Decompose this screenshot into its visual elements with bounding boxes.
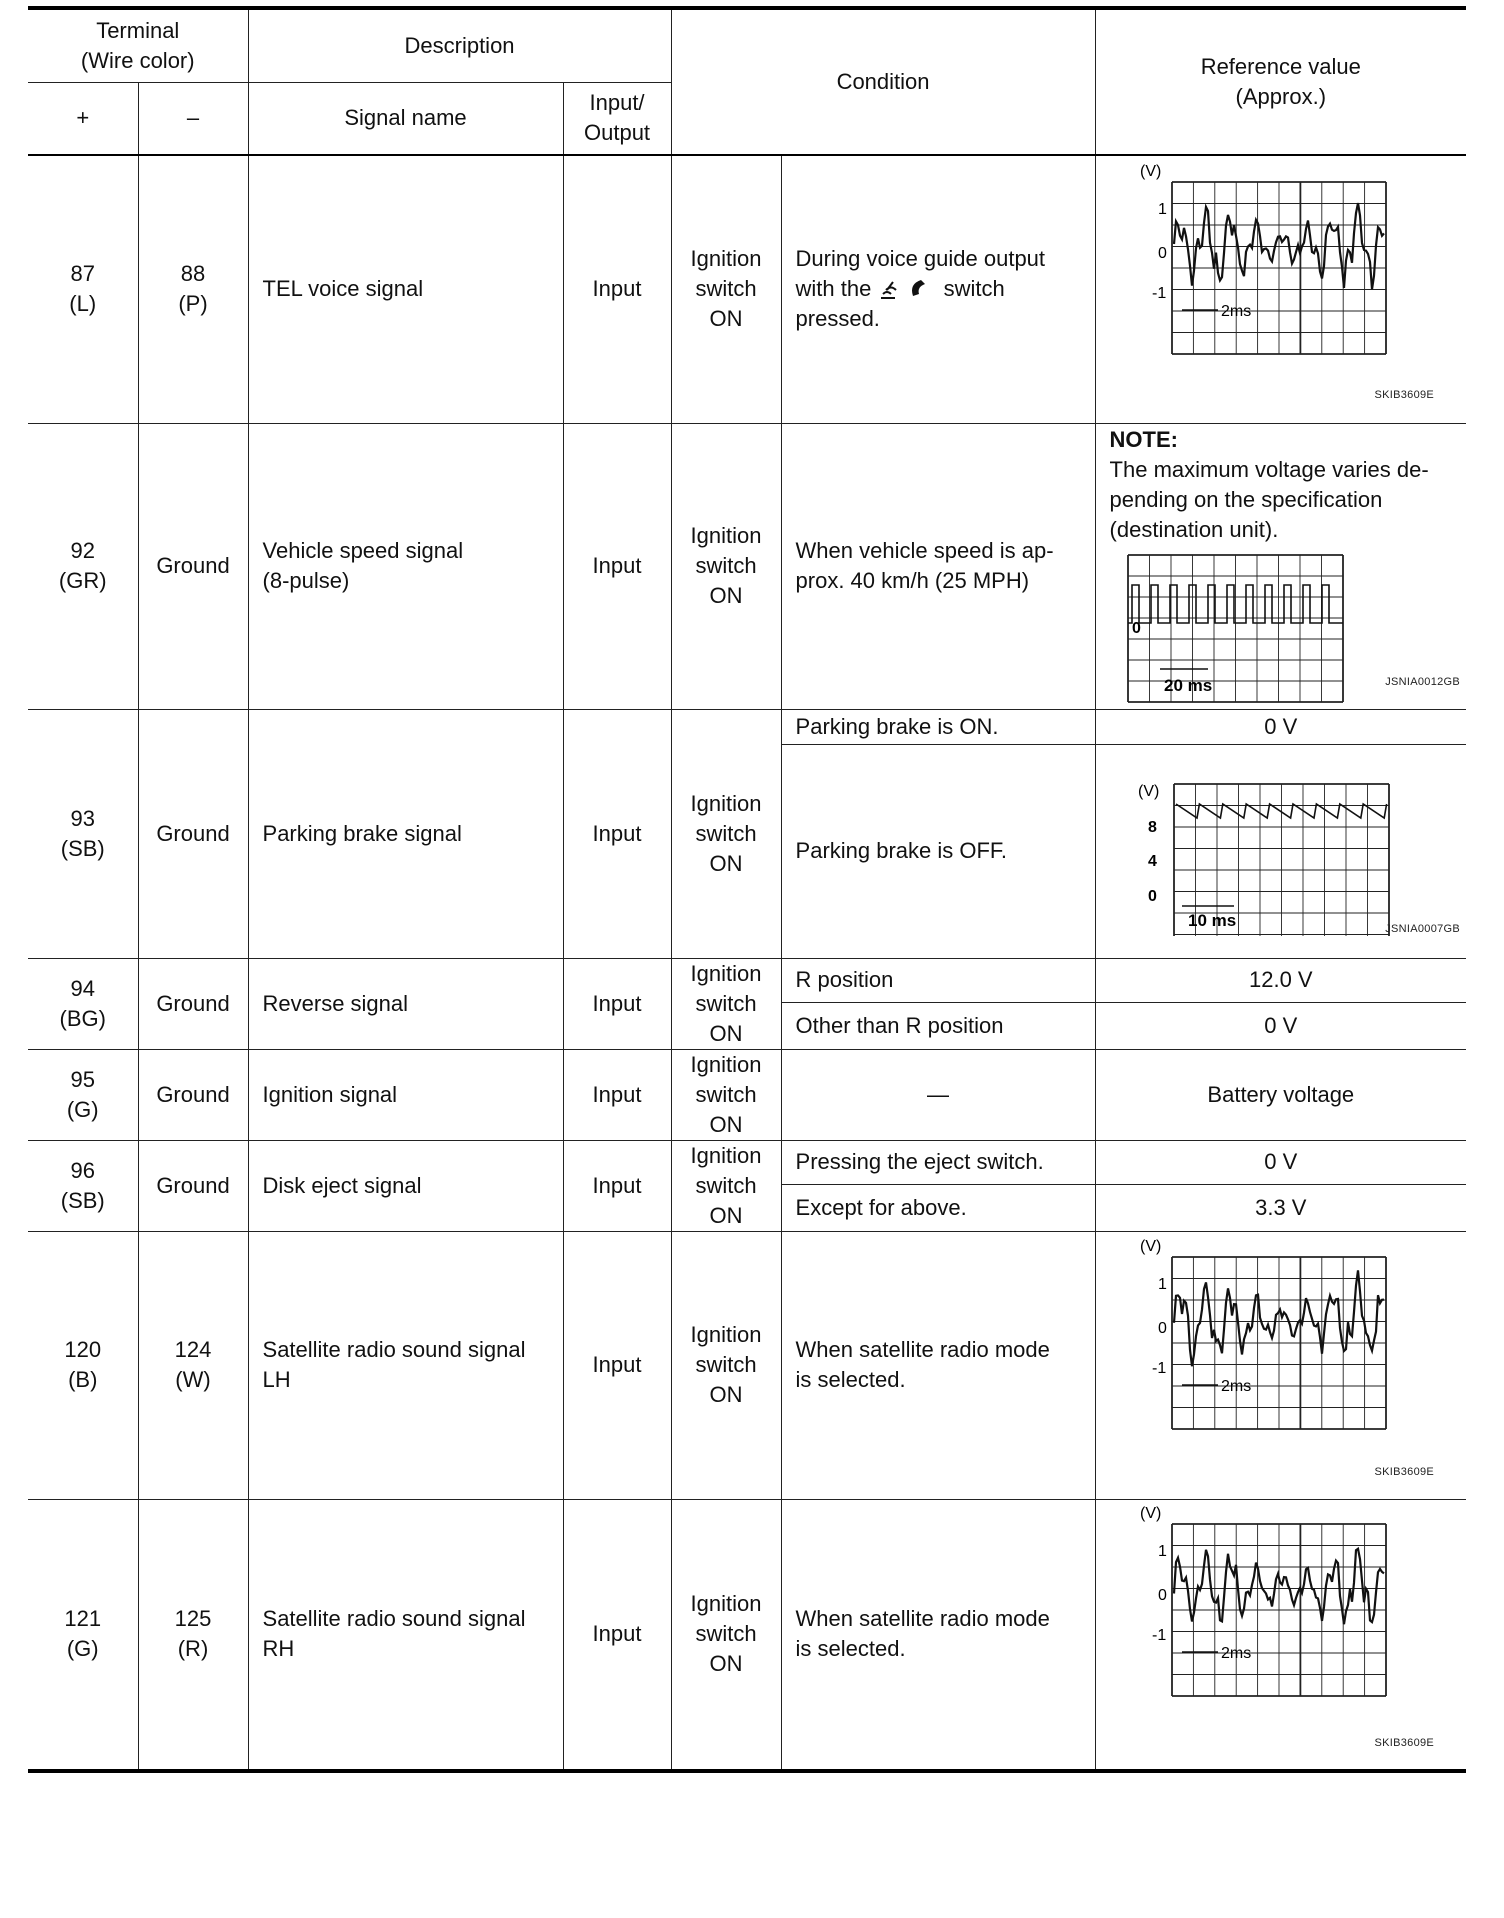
- waveform-y-label: -1: [1151, 1360, 1166, 1377]
- signal-name: Satellite radio sound signal RH: [248, 1499, 563, 1771]
- input-output: Input: [563, 423, 671, 709]
- waveform-y-label: 0: [1131, 620, 1141, 637]
- figure-code: JSNIA0007GB: [1385, 923, 1461, 935]
- note-title: NOTE:: [1109, 427, 1178, 452]
- header-terminal: Terminal (Wire color): [28, 8, 248, 82]
- terminal-minus: Ground: [138, 709, 248, 958]
- input-output: Input: [563, 1499, 671, 1771]
- input-output: Input: [563, 1049, 671, 1140]
- terminal-plus: 92 (GR): [28, 423, 138, 709]
- signal-name: Disk eject signal: [248, 1140, 563, 1231]
- terminal-minus: Ground: [138, 1140, 248, 1231]
- header-description: Description: [248, 8, 671, 82]
- condition-text-post: switch pressed.: [795, 276, 1005, 332]
- waveform-unit-label: (V): [1139, 1505, 1161, 1523]
- terminal-minus: Ground: [138, 1049, 248, 1140]
- condition: [781, 155, 1095, 423]
- input-output: Input: [563, 958, 671, 1049]
- table-row: [28, 1140, 1466, 1184]
- figure-code: SKIB3609E: [1374, 1737, 1435, 1750]
- terminal-plus: 94 (BG): [28, 958, 138, 1049]
- condition: Pressing the eject switch.: [781, 1140, 1095, 1184]
- waveform-y-label: 1: [1157, 1543, 1167, 1561]
- signal-name: Vehicle speed signal (8-pulse): [248, 423, 563, 709]
- terminal-plus: 87 (L): [28, 155, 138, 423]
- waveform-time-label: 2ms: [1220, 1378, 1251, 1395]
- ignition-state: Ignition switch ON: [671, 1140, 781, 1231]
- reference-value: 12.0 V: [1095, 958, 1466, 1002]
- reference-value: Battery voltage: [1095, 1049, 1466, 1140]
- terminal-plus: 93 (SB): [28, 709, 138, 958]
- header-minus: –: [138, 82, 248, 155]
- terminal-plus: 120 (B): [28, 1231, 138, 1499]
- table-row: [28, 709, 1466, 744]
- table-row: [28, 958, 1466, 1002]
- figure-code: JSNIA0012GB: [1385, 676, 1461, 688]
- table-row: [28, 155, 1466, 423]
- signal-name: Parking brake signal: [248, 709, 563, 958]
- terminal-minus: 124 (W): [138, 1231, 248, 1499]
- reference-value: 0 V: [1095, 1002, 1466, 1049]
- header-input-output: Input/ Output: [563, 82, 671, 155]
- reference-waveform-cell: [1095, 1499, 1466, 1771]
- waveform-y-label: 0: [1157, 1320, 1167, 1337]
- waveform-unit-label: (V): [1139, 163, 1161, 181]
- ignition-state: Ignition switch ON: [671, 958, 781, 1049]
- condition-text-pre: During voice guide output with the: [795, 246, 1046, 302]
- table-row: [28, 1049, 1466, 1140]
- waveform-y-label: 4: [1147, 853, 1157, 870]
- sat-rh-waveform-chart: [1096, 1500, 1467, 1740]
- ignition-state: Ignition switch ON: [671, 1231, 781, 1499]
- condition: When satellite radio mode is selected.: [781, 1499, 1095, 1771]
- input-output: Input: [563, 155, 671, 423]
- condition: R position: [781, 958, 1095, 1002]
- header-signal-name: Signal name: [248, 82, 563, 155]
- waveform-y-label: 0: [1157, 245, 1167, 263]
- condition: Except for above.: [781, 1184, 1095, 1231]
- waveform-time-label: 20 ms: [1163, 676, 1212, 695]
- terminal-plus: 96 (SB): [28, 1140, 138, 1231]
- reference-value: 0 V: [1095, 1140, 1466, 1184]
- signal-name: Reverse signal: [248, 958, 563, 1049]
- signal-name: Ignition signal: [248, 1049, 563, 1140]
- waveform-y-label: 1: [1157, 1276, 1167, 1293]
- waveform-time-label: 2ms: [1220, 1645, 1251, 1663]
- input-output: Input: [563, 1140, 671, 1231]
- terminal-minus: 125 (R): [138, 1499, 248, 1771]
- sat-lh-waveform-chart: [1096, 1233, 1467, 1473]
- header-reference-value: Reference value (Approx.): [1095, 8, 1466, 155]
- condition: When vehicle speed is ap- prox. 40 km/h (25 MPH): [781, 423, 1095, 709]
- ignition-state: Ignition switch ON: [671, 709, 781, 958]
- condition: Other than R position: [781, 1002, 1095, 1049]
- ignition-state: Ignition switch ON: [671, 155, 781, 423]
- figure-code: SKIB3609E: [1374, 389, 1435, 402]
- header-condition: Condition: [671, 8, 1095, 155]
- ignition-state: Ignition switch ON: [671, 1049, 781, 1140]
- parking-brake-waveform-chart: [1096, 746, 1467, 936]
- terminal-plus: 121 (G): [28, 1499, 138, 1771]
- reference-value: 3.3 V: [1095, 1184, 1466, 1231]
- note-text: The maximum voltage varies de- pending on the specification (destination unit).: [1109, 457, 1429, 542]
- terminal-plus: 95 (G): [28, 1049, 138, 1140]
- waveform-y-label: 0: [1157, 1587, 1167, 1605]
- condition: —: [781, 1049, 1095, 1140]
- table-row: [28, 1231, 1466, 1499]
- terminal-reference-table: [28, 6, 1466, 1773]
- condition: Parking brake is OFF.: [781, 744, 1095, 958]
- waveform-unit-label: (V): [1137, 783, 1159, 800]
- waveform-y-label: 0: [1147, 888, 1157, 905]
- reference-waveform-cell: [1095, 423, 1466, 709]
- header-plus: +: [28, 82, 138, 155]
- input-output: Input: [563, 709, 671, 958]
- table-row: [28, 1499, 1466, 1771]
- terminal-minus: Ground: [138, 958, 248, 1049]
- waveform-unit-label: (V): [1139, 1238, 1161, 1255]
- table-row: [28, 423, 1466, 709]
- signal-name: Satellite radio sound signal LH: [248, 1231, 563, 1499]
- terminal-minus: Ground: [138, 423, 248, 709]
- reference-waveform-cell: [1095, 1231, 1466, 1499]
- figure-code: SKIB3609E: [1374, 1466, 1435, 1478]
- waveform-y-label: 8: [1147, 819, 1157, 836]
- ignition-state: Ignition switch ON: [671, 423, 781, 709]
- waveform-time-label: 10 ms: [1187, 911, 1236, 930]
- condition: Parking brake is ON.: [781, 709, 1095, 744]
- waveform-time-label: 2ms: [1220, 303, 1251, 321]
- condition: When satellite radio mode is selected.: [781, 1231, 1095, 1499]
- input-output: Input: [563, 1231, 671, 1499]
- voice-phone-icon: [877, 276, 937, 302]
- reference-waveform-cell: [1095, 744, 1466, 958]
- waveform-y-label: -1: [1151, 1627, 1166, 1645]
- waveform-y-label: -1: [1151, 285, 1166, 303]
- ignition-state: Ignition switch ON: [671, 1499, 781, 1771]
- reference-value: 0 V: [1095, 709, 1466, 744]
- reference-waveform-cell: [1095, 155, 1466, 423]
- waveform-y-label: 1: [1157, 201, 1167, 219]
- signal-name: TEL voice signal: [248, 155, 563, 423]
- voice-waveform-chart: [1096, 158, 1467, 398]
- terminal-minus: 88 (P): [138, 155, 248, 423]
